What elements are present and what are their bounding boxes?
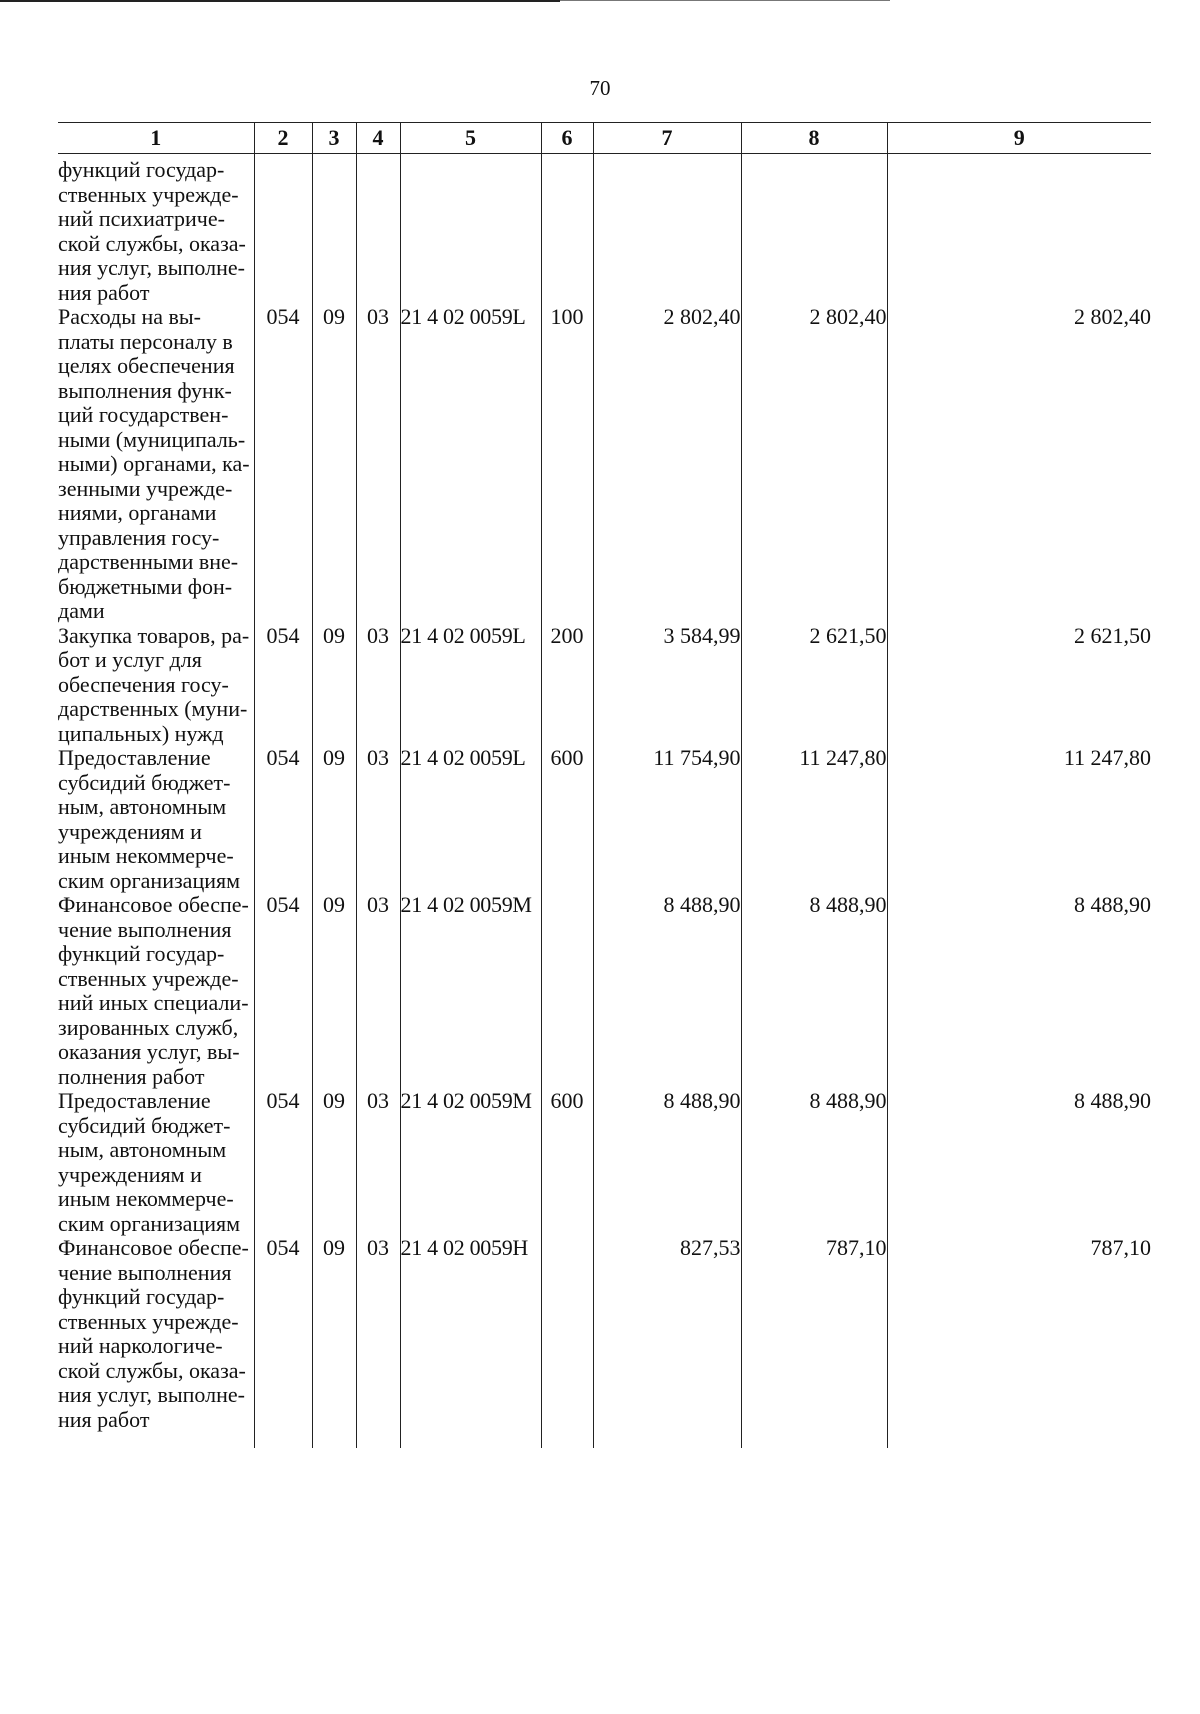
amount-column-8: 8 488,90 <box>741 1089 887 1236</box>
description-line: ния услуг, выполне- <box>58 255 245 280</box>
amount-column-7: 3 584,99 <box>593 624 741 747</box>
column-header-7: 7 <box>593 123 741 154</box>
description-line: обеспечения госу- <box>58 671 229 697</box>
description-line: Финансовое обеспе- <box>58 892 249 917</box>
subsection-code: 03 <box>356 305 400 624</box>
description-line: целях обеспечения <box>58 353 235 378</box>
column-header-5: 5 <box>400 123 541 154</box>
description-line: чение выполнения <box>58 916 232 942</box>
subsection-code: 03 <box>356 893 400 1089</box>
description-line: платы персоналу в <box>58 328 233 354</box>
description-line: Предоставление <box>58 1088 211 1113</box>
description-line: учреждениям и <box>58 1161 202 1187</box>
description-line: ными (муниципаль- <box>58 426 246 452</box>
column-header-1: 1 <box>58 123 254 154</box>
expense-type-code: 100 <box>541 305 593 624</box>
expense-type-code: 200 <box>541 624 593 747</box>
description-line: ний психиатриче- <box>58 206 225 231</box>
description-line: ния работ <box>58 1406 150 1432</box>
ministry-code: 054 <box>254 1236 312 1448</box>
description-line: выполнения функ- <box>58 377 232 403</box>
column-header-3: 3 <box>312 123 356 154</box>
description-line: ным, автономным <box>58 1137 227 1162</box>
ministry-code <box>254 154 312 306</box>
page-number: 70 <box>589 76 611 100</box>
column-header-4: 4 <box>356 123 400 154</box>
description-line: ными) органами, ка- <box>58 451 250 476</box>
description-line: ций государствен- <box>58 402 229 427</box>
ministry-code: 054 <box>254 746 312 893</box>
description-line: иным некоммерче- <box>58 1186 234 1211</box>
section-code: 09 <box>312 1089 356 1236</box>
amount-column-7: 2 802,40 <box>593 305 741 624</box>
subsection-code: 03 <box>356 1089 400 1236</box>
description-line: ским организациям <box>58 1210 241 1236</box>
target-article-code: 21 4 02 0059M <box>400 1089 541 1236</box>
description-line: субсидий бюджет- <box>58 1112 231 1138</box>
expense-type-code <box>541 154 593 306</box>
amount-column-9: 8 488,90 <box>887 1089 1151 1236</box>
description-line: ственных учрежде- <box>58 1308 239 1334</box>
amount-column-8: 2 621,50 <box>741 624 887 747</box>
ministry-code: 054 <box>254 893 312 1089</box>
row-description <box>58 1236 254 1448</box>
target-article-code <box>400 154 541 306</box>
target-article-code: 21 4 02 0059L <box>400 305 541 624</box>
amount-column-7: 8 488,90 <box>593 893 741 1089</box>
budget-table <box>58 122 1151 1448</box>
header-row <box>58 123 1151 154</box>
description-line: ской службы, оказа- <box>58 230 246 256</box>
description-line: ний наркологиче- <box>58 1333 223 1358</box>
table-row <box>58 154 1151 306</box>
expense-type-code <box>541 893 593 1089</box>
description-line: дарственными вне- <box>58 549 239 574</box>
table-body <box>58 154 1151 1449</box>
expense-type-code <box>541 1236 593 1448</box>
description-line: дами <box>58 598 105 623</box>
row-description <box>58 305 254 624</box>
description-line: ственных учрежде- <box>58 181 239 207</box>
description-line: управления госу- <box>58 524 220 550</box>
column-header-8: 8 <box>741 123 887 154</box>
subsection-code: 03 <box>356 1236 400 1448</box>
amount-column-8 <box>741 154 887 306</box>
column-header-6: 6 <box>541 123 593 154</box>
description-line: ской службы, оказа- <box>58 1357 246 1383</box>
table-row <box>58 1089 1151 1236</box>
section-code: 09 <box>312 893 356 1089</box>
description-line: функций государ- <box>58 157 225 182</box>
column-header-9: 9 <box>887 123 1151 154</box>
subsection-code: 03 <box>356 624 400 747</box>
expense-type-code: 600 <box>541 746 593 893</box>
amount-column-9: 2 802,40 <box>887 305 1151 624</box>
row-description <box>58 154 254 306</box>
top-scan-rule-thin <box>560 0 890 1</box>
amount-column-9: 11 247,80 <box>887 746 1151 893</box>
amount-column-7 <box>593 154 741 306</box>
description-line: Закупка товаров, ра- <box>58 622 250 648</box>
subsection-code: 03 <box>356 746 400 893</box>
subsection-code <box>356 154 400 306</box>
description-line: субсидий бюджет- <box>58 769 231 795</box>
column-header-2: 2 <box>254 123 312 154</box>
description-line: дарственных (муни- <box>58 696 248 721</box>
table-row <box>58 746 1151 893</box>
description-line: ния услуг, выполне- <box>58 1382 245 1407</box>
amount-column-7: 827,53 <box>593 1236 741 1448</box>
ministry-code: 054 <box>254 624 312 747</box>
amount-column-7: 8 488,90 <box>593 1089 741 1236</box>
description-line: ским организациям <box>58 867 241 893</box>
description-line: чение выполнения <box>58 1259 232 1285</box>
target-article-code: 21 4 02 0059M <box>400 893 541 1089</box>
section-code: 09 <box>312 1236 356 1448</box>
description-line: Предоставление <box>58 745 211 770</box>
expense-type-code: 600 <box>541 1089 593 1236</box>
description-line: зированных служб, <box>58 1014 239 1040</box>
amount-column-9: 2 621,50 <box>887 624 1151 747</box>
description-line: бот и услуг для <box>58 647 202 672</box>
amount-column-9: 8 488,90 <box>887 893 1151 1089</box>
target-article-code: 21 4 02 0059H <box>400 1236 541 1448</box>
description-line: ний иных специали- <box>58 990 249 1015</box>
row-description <box>58 893 254 1089</box>
description-line: Финансовое обеспе- <box>58 1235 249 1260</box>
table-row <box>58 1236 1151 1448</box>
section-code: 09 <box>312 624 356 747</box>
ministry-code: 054 <box>254 1089 312 1236</box>
top-scan-rule <box>0 0 560 2</box>
amount-column-8: 2 802,40 <box>741 305 887 624</box>
description-line: полнения работ <box>58 1063 205 1089</box>
amount-column-8: 11 247,80 <box>741 746 887 893</box>
description-line: ципальных) нужд <box>58 720 224 746</box>
description-line: иным некоммерче- <box>58 843 234 868</box>
amount-column-9: 787,10 <box>887 1236 1151 1448</box>
table-row <box>58 893 1151 1089</box>
description-line: бюджетными фон- <box>58 573 233 599</box>
description-line: ственных учрежде- <box>58 965 239 991</box>
amount-column-8: 8 488,90 <box>741 893 887 1089</box>
target-article-code: 21 4 02 0059L <box>400 746 541 893</box>
description-line: учреждениям и <box>58 818 202 844</box>
section-code: 09 <box>312 746 356 893</box>
description-line: функций государ- <box>58 1284 225 1309</box>
description-line: Расходы на вы- <box>58 304 202 329</box>
row-description <box>58 746 254 893</box>
table-row <box>58 305 1151 624</box>
ministry-code: 054 <box>254 305 312 624</box>
amount-column-9 <box>887 154 1151 306</box>
row-description <box>58 624 254 747</box>
target-article-code: 21 4 02 0059L <box>400 624 541 747</box>
description-line: зенными учрежде- <box>58 475 233 501</box>
description-line: ния работ <box>58 279 150 305</box>
amount-column-7: 11 754,90 <box>593 746 741 893</box>
description-line: функций государ- <box>58 941 225 966</box>
row-description <box>58 1089 254 1236</box>
description-line: ниями, органами <box>58 500 217 525</box>
description-line: ным, автономным <box>58 794 227 819</box>
amount-column-8: 787,10 <box>741 1236 887 1448</box>
description-line: оказания услуг, вы- <box>58 1039 240 1064</box>
table-row <box>58 624 1151 747</box>
section-code: 09 <box>312 305 356 624</box>
section-code <box>312 154 356 306</box>
